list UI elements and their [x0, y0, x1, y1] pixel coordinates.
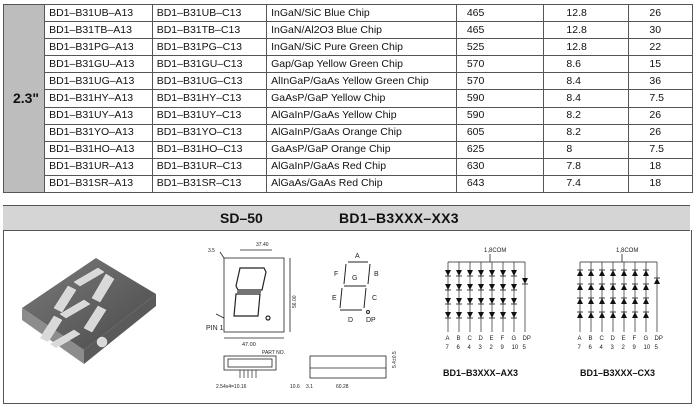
size-label: 2.3"	[4, 5, 45, 193]
pin-number: 7	[577, 345, 581, 351]
cell-vf: 8.4	[544, 73, 629, 90]
cell-wavelength: 525	[456, 39, 544, 56]
cell-wavelength: 465	[456, 5, 544, 22]
led-diode	[500, 284, 506, 290]
led-diode	[610, 284, 616, 290]
led-diode	[621, 312, 627, 318]
cell-part-a: BD1–B31SR–A13	[45, 175, 153, 192]
top-dim: 37.40	[256, 242, 269, 248]
cell-part-c: BD1–B31UG–C13	[152, 73, 266, 90]
cell-wavelength: 630	[456, 158, 544, 175]
table-row	[4, 141, 693, 158]
part-no-label: PART NO.	[262, 350, 286, 356]
table-row	[4, 22, 693, 39]
cell-part-c: BD1–B31GU–C13	[152, 56, 266, 73]
cell-material: AlGaInP/GaAs Red Chip	[267, 158, 457, 175]
cell-part-a: BD1–B31YO–A13	[45, 124, 153, 141]
cell-wavelength: 605	[456, 124, 544, 141]
segment-letter: B	[456, 336, 461, 342]
segment-letter: C	[467, 336, 472, 342]
dim-a: 10.6	[290, 384, 300, 390]
table-row	[4, 73, 693, 90]
led-diode	[643, 312, 649, 318]
cell-part-c: BD1–B31PG–C13	[152, 39, 266, 56]
led-diode	[588, 298, 594, 304]
cell-part-a: BD1–B31UG–A13	[45, 73, 153, 90]
segment-letter: A	[445, 336, 450, 342]
led-diode	[621, 270, 627, 276]
cell-wavelength: 570	[456, 56, 544, 73]
cell-vf: 12.8	[544, 22, 629, 39]
cell-mcd: 26	[629, 107, 693, 124]
drawing-panel	[3, 230, 692, 404]
cell-wavelength: 465	[456, 22, 544, 39]
dim-d: 5.4±0.5	[392, 351, 398, 368]
cell-part-a: BD1–B31PG–A13	[45, 39, 153, 56]
cell-wavelength: 590	[456, 90, 544, 107]
cell-material: Gap/Gap Yellow Green Chip	[267, 56, 457, 73]
cell-vf: 7.8	[544, 158, 629, 175]
cell-mcd: 18	[629, 175, 693, 192]
led-diode	[621, 298, 627, 304]
cell-mcd: 36	[629, 73, 693, 90]
pin-number: 3	[478, 345, 482, 351]
led-diode	[445, 312, 451, 318]
segment-letter-b: B	[374, 271, 379, 278]
led-diode	[511, 284, 517, 290]
com-label: 1,8COM	[484, 248, 507, 254]
pin-number: 2	[489, 345, 493, 351]
table-row	[4, 175, 693, 192]
cell-mcd: 26	[629, 124, 693, 141]
cell-part-a: BD1–B31UR–A13	[45, 158, 153, 175]
pin-label: PIN 1	[206, 325, 224, 332]
cell-wavelength: 570	[456, 73, 544, 90]
cell-material: GaAsP/GaP Yellow Chip	[267, 90, 457, 107]
led-diode	[643, 298, 649, 304]
pin-number: 3	[610, 345, 614, 351]
led-diode	[456, 298, 462, 304]
cell-material: GaAsP/GaP Orange Chip	[267, 141, 457, 158]
cell-mcd: 18	[629, 158, 693, 175]
led-diode	[632, 284, 638, 290]
cell-part-a: BD1–B31GU–A13	[45, 56, 153, 73]
cell-material: AlGaInP/GaAs Yellow Chip	[267, 107, 457, 124]
led-diode	[445, 284, 451, 290]
led-diode	[478, 298, 484, 304]
led-diode	[500, 298, 506, 304]
width-dim: 47.00	[242, 342, 256, 348]
segment-letter-e: E	[332, 295, 337, 302]
table-row	[4, 5, 693, 22]
segment-letter: F	[632, 336, 637, 342]
led-diode	[632, 270, 638, 276]
led-diode	[489, 312, 495, 318]
segment-letter: G	[643, 336, 649, 342]
led-diode	[489, 298, 495, 304]
cell-part-a: BD1–B31HO–A13	[45, 141, 153, 158]
spec-table	[3, 4, 693, 193]
cell-mcd: 26	[629, 5, 693, 22]
table-row	[4, 56, 693, 73]
com-label: 1,8COM	[616, 248, 639, 254]
led-diode	[511, 298, 517, 304]
table-row	[4, 124, 693, 141]
cell-part-a: BD1–B31HY–A13	[45, 90, 153, 107]
cell-vf: 8.2	[544, 107, 629, 124]
pin-number: 5	[654, 345, 658, 351]
cell-part-c: BD1–B31YO–C13	[152, 124, 266, 141]
led-diode	[654, 278, 660, 284]
led-diode	[599, 298, 605, 304]
segment-letter-g: G	[352, 275, 358, 282]
led-diode	[643, 284, 649, 290]
cell-part-a: BD1–B31TB–A13	[45, 22, 153, 39]
led-diode	[522, 278, 528, 284]
led-diode	[511, 270, 517, 276]
height-dim: 56.00	[292, 295, 298, 308]
segment-legend	[330, 250, 390, 330]
segment-letter: C	[599, 336, 604, 342]
led-diode	[588, 312, 594, 318]
segment-letter-d: D	[348, 317, 354, 324]
circuit-caption-cathode: BD1–B3XXX–CX3	[580, 368, 656, 378]
segment-letter: D	[610, 336, 615, 342]
cell-wavelength: 590	[456, 107, 544, 124]
cell-wavelength: 625	[456, 141, 544, 158]
pin-number: 2	[621, 345, 625, 351]
segment-letter: DP	[522, 336, 531, 342]
pin-number: 4	[467, 345, 471, 351]
led-diode	[599, 270, 605, 276]
cell-material: InGaN/SiC Blue Chip	[267, 5, 457, 22]
led-diode	[577, 312, 583, 318]
pitch-dim: 2.54x4=10.16	[216, 384, 247, 390]
led-diode	[588, 284, 594, 290]
pin-number: 6	[588, 345, 592, 351]
led-diode	[445, 298, 451, 304]
cell-mcd: 22	[629, 39, 693, 56]
table-row	[4, 39, 693, 56]
cell-material: AlInGaP/GaAs Yellow Green Chip	[267, 73, 457, 90]
cell-part-a: BD1–B31UB–A13	[45, 5, 153, 22]
led-diode	[599, 284, 605, 290]
dim-b: 3.1	[306, 384, 313, 390]
cell-wavelength: 643	[456, 175, 544, 192]
table-row	[4, 107, 693, 124]
led-diode	[500, 270, 506, 276]
led-diode	[610, 298, 616, 304]
seg-dim: 3.5	[208, 248, 215, 254]
cell-vf: 8.6	[544, 56, 629, 73]
led-diode	[456, 284, 462, 290]
cell-mcd: 30	[629, 22, 693, 39]
circuit-caption-anode: BD1–B3XXX–AX3	[443, 368, 519, 378]
segment-letter: B	[588, 336, 593, 342]
led-diode	[610, 312, 616, 318]
table-row	[4, 90, 693, 107]
model-label: SD–50	[220, 210, 263, 226]
pin-number: 6	[456, 345, 460, 351]
led-diode	[577, 298, 583, 304]
led-diode	[445, 270, 451, 276]
segment-letter: A	[577, 336, 582, 342]
circuit-diagram-cathode	[572, 244, 672, 354]
segment-letter: E	[489, 336, 494, 342]
segment-letter: E	[621, 336, 626, 342]
cell-vf: 7.4	[544, 175, 629, 192]
cell-part-c: BD1–B31UB–C13	[152, 5, 266, 22]
cell-part-c: BD1–B31UR–C13	[152, 158, 266, 175]
led-diode	[478, 312, 484, 318]
table-row	[4, 158, 693, 175]
led-diode	[467, 284, 473, 290]
cell-material: InGaN/Al2O3 Blue Chip	[267, 22, 457, 39]
cell-vf: 8.2	[544, 124, 629, 141]
dim-c: 60.28	[336, 384, 349, 390]
led-diode	[489, 270, 495, 276]
led-diode	[643, 270, 649, 276]
led-diode	[478, 270, 484, 276]
cell-vf: 8	[544, 141, 629, 158]
led-diode	[467, 298, 473, 304]
cell-material: InGaN/SiC Pure Green Chip	[267, 39, 457, 56]
segment-letter-f: F	[334, 271, 339, 278]
model-band	[3, 205, 690, 231]
cell-part-c: BD1–B31HY–C13	[152, 90, 266, 107]
circuit-diagram-anode	[440, 244, 540, 354]
cell-part-c: BD1–B31HO–C13	[152, 141, 266, 158]
pin-number: 10	[511, 345, 519, 351]
led-diode	[478, 284, 484, 290]
led-diode	[511, 312, 517, 318]
led-diode	[588, 270, 594, 276]
led-diode	[610, 270, 616, 276]
pin-number: 7	[445, 345, 449, 351]
segment-letter: G	[511, 336, 517, 342]
cell-mcd: 7.5	[629, 141, 693, 158]
cell-vf: 12.8	[544, 39, 629, 56]
cell-part-c: BD1–B31TB–C13	[152, 22, 266, 39]
series-label: BD1–B3XXX–XX3	[339, 210, 459, 226]
pin-number: 9	[500, 345, 504, 351]
segment-letter-c: C	[372, 295, 378, 302]
pin-number: 5	[522, 345, 526, 351]
cell-mcd: 7.5	[629, 90, 693, 107]
segment-letter: DP	[654, 336, 663, 342]
cell-part-c: BD1–B31SR–C13	[152, 175, 266, 192]
pin-number: 4	[599, 345, 603, 351]
cell-material: AlGaInP/GaAs Orange Chip	[267, 124, 457, 141]
segment-letter-dp: DP	[366, 317, 376, 324]
led-diode	[577, 270, 583, 276]
display-photo	[14, 246, 164, 384]
led-diode	[500, 312, 506, 318]
led-diode	[489, 284, 495, 290]
pin-number: 9	[632, 345, 636, 351]
segment-letter: D	[478, 336, 483, 342]
led-diode	[632, 298, 638, 304]
led-diode	[456, 312, 462, 318]
led-diode	[456, 270, 462, 276]
led-diode	[577, 284, 583, 290]
segment-letter: F	[500, 336, 505, 342]
cell-part-c: BD1–B31UY–C13	[152, 107, 266, 124]
led-diode	[599, 312, 605, 318]
led-diode	[621, 284, 627, 290]
pin-number: 10	[643, 345, 651, 351]
led-diode	[467, 270, 473, 276]
cell-vf: 8.4	[544, 90, 629, 107]
cell-part-a: BD1–B31UY–A13	[45, 107, 153, 124]
cell-mcd: 15	[629, 56, 693, 73]
cell-vf: 12.8	[544, 5, 629, 22]
led-diode	[467, 312, 473, 318]
led-diode	[632, 312, 638, 318]
cell-material: AlGaAs/GaAs Red Chip	[267, 175, 457, 192]
segment-letter-a: A	[355, 253, 360, 260]
